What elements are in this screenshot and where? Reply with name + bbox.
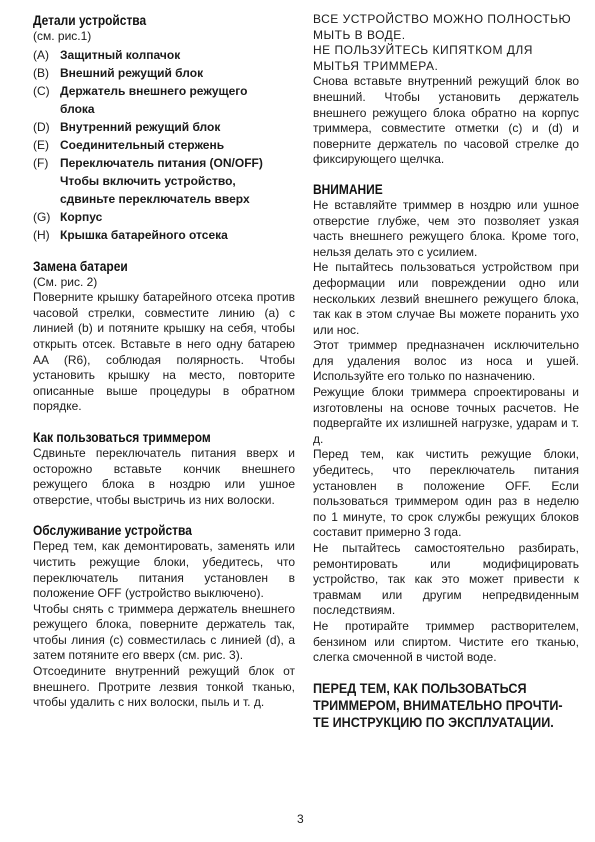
no-boiling-water-notice: НЕ ПОЛЬЗУЙТЕСЬ КИПЯТКОМ ДЛЯ МЫТЬЯ ТРИММЕРА.	[313, 43, 533, 73]
page-number: 3	[297, 812, 304, 826]
maintenance-heading: Обслуживание устройства	[33, 523, 192, 539]
closing-notice	[313, 680, 579, 731]
left-column	[33, 12, 295, 711]
battery-paragraph: Поверните крышку батарейного отсека против часовой стрелки, совместите линию (a) с линией (b) и потяните крышку на себя, чтобы открыть отсек. Вставьте в него одну батарею AA (R6), соблюдая полярность. Чтобы установить крышку на место, повторите описанные выше процедуры в обратном порядке.	[33, 290, 295, 414]
battery-heading: Замена батареи	[33, 258, 128, 274]
list-item: блока	[60, 101, 95, 116]
device-parts-figure-ref: (см. рис.1)	[33, 29, 92, 43]
battery-figure-ref: (См. рис. 2)	[33, 274, 98, 289]
warning-paragraph-7: Не протирайте триммер растворителем, бензином или спиртом. Чистите его тканью, слегка смоченной в чистой воде.	[313, 618, 579, 665]
list-item: (G) Корпус	[33, 209, 103, 224]
usage-heading: Как пользоваться триммером	[33, 429, 211, 445]
device-parts-heading: Детали устройства	[33, 13, 147, 28]
closing-line-3: ТЕ ИНСТРУКЦИЮ ПО ЭКСПЛУАТАЦИИ.	[313, 713, 554, 730]
list-item: (D) Внутренний режущий блок	[33, 119, 221, 134]
list-item: (B) Внешний режущий блок	[33, 65, 204, 80]
right-column	[313, 12, 579, 731]
list-item: (F) Переключатель питания (ON/OFF)	[33, 155, 263, 170]
usage-paragraph: Сдвиньте переключатель питания вверх и осторожно вставьте кончик внешнего режущего блока в ноздрю или ушное отверстие, чтобы выстричь из них волоски.	[33, 445, 295, 507]
warning-heading: ВНИМАНИЕ	[313, 181, 383, 197]
list-item: (H) Крышка батарейного отсека	[33, 227, 228, 242]
list-item: (E) Соединительный стержень	[33, 137, 225, 152]
closing-line-1: ПЕРЕД ТЕМ, КАК ПОЛЬЗОВАТЬСЯ	[313, 679, 527, 696]
warning-paragraph-3: Этот триммер предназначен исключительно для удаления волос из носа и ушей. Используйте его только по назначению.	[313, 338, 579, 384]
warning-paragraph-1: Не вставляйте триммер в ноздрю или ушное отверстие глубже, чем это позволяет узкая часть внешнего режущего блока. Кроме того, нельзя делать это с усилием.	[313, 197, 579, 259]
list-item: (A) Защитный колпачок	[33, 47, 181, 62]
reassembly-paragraph: Снова вставьте внутренний режущий блок во внешний. Чтобы установить держатель внешнего режущего блока обратно на корпус триммера, совместите отметки (c) и (d) и поверните держатель по часовой стрелке до фиксирующего щелчка.	[313, 74, 579, 167]
warning-paragraph-4: Режущие блоки триммера спроектированы и изготовлены на основе точных расчетов. Не подвергайте их излишней нагрузке, ударам и т. д.	[313, 385, 579, 446]
warning-paragraph-5: Перед тем, как чистить режущие блоки, убедитесь, что переключатель питания установлен в положение OFF. Если пользоваться триммером один раз в неделю по 1 минуте, то срок службы режущих блоков составит примерно 3 года.	[313, 447, 579, 540]
parts-list	[33, 46, 295, 244]
maintenance-paragraph-2: Чтобы снять с триммера держатель внешнего режущего блока, поверните держатель так, чтобы линия (c) совместилась с линией (d), а затем потяните его вверх (см. рис. 3).	[33, 601, 295, 663]
maintenance-paragraph-3: Отсоедините внутренний режущий блок от внешнего. Протрите лезвия тонкой тканью, чтобы удалить с них волоски, пыль и т. д.	[33, 664, 295, 710]
warning-paragraph-6: Не пытайтесь самостоятельно разбирать, ремонтировать или модифицировать устройство, так как это может привести к травмам или другим непредвиденным последствиям.	[313, 541, 579, 618]
maintenance-paragraph-1: Перед тем, как демонтировать, заменять или чистить режущие блоки, убедитесь, что переключатель питания установлен в положение OFF (устройство выключено).	[33, 539, 295, 601]
list-item: сдвиньте переключатель вверх	[60, 191, 250, 206]
washable-notice: ВСЕ УСТРОЙСТВО МОЖНО ПОЛНОСТЬЮ МЫТЬ В ВОДЕ.	[313, 12, 572, 42]
list-item: (C) Держатель внешнего режущего	[33, 83, 248, 98]
warning-paragraph-2: Не пытайтесь пользоваться устройством при деформации или повреждении одно или нескольких лезвий внешнего режущего блока, так как в этом случае Вы можете поранить ухо или нос.	[313, 260, 579, 337]
list-item: Чтобы включить устройство,	[60, 173, 236, 188]
closing-line-2: ТРИММЕРОМ, ВНИМАТЕЛЬНО ПРОЧТИ-	[313, 696, 563, 713]
